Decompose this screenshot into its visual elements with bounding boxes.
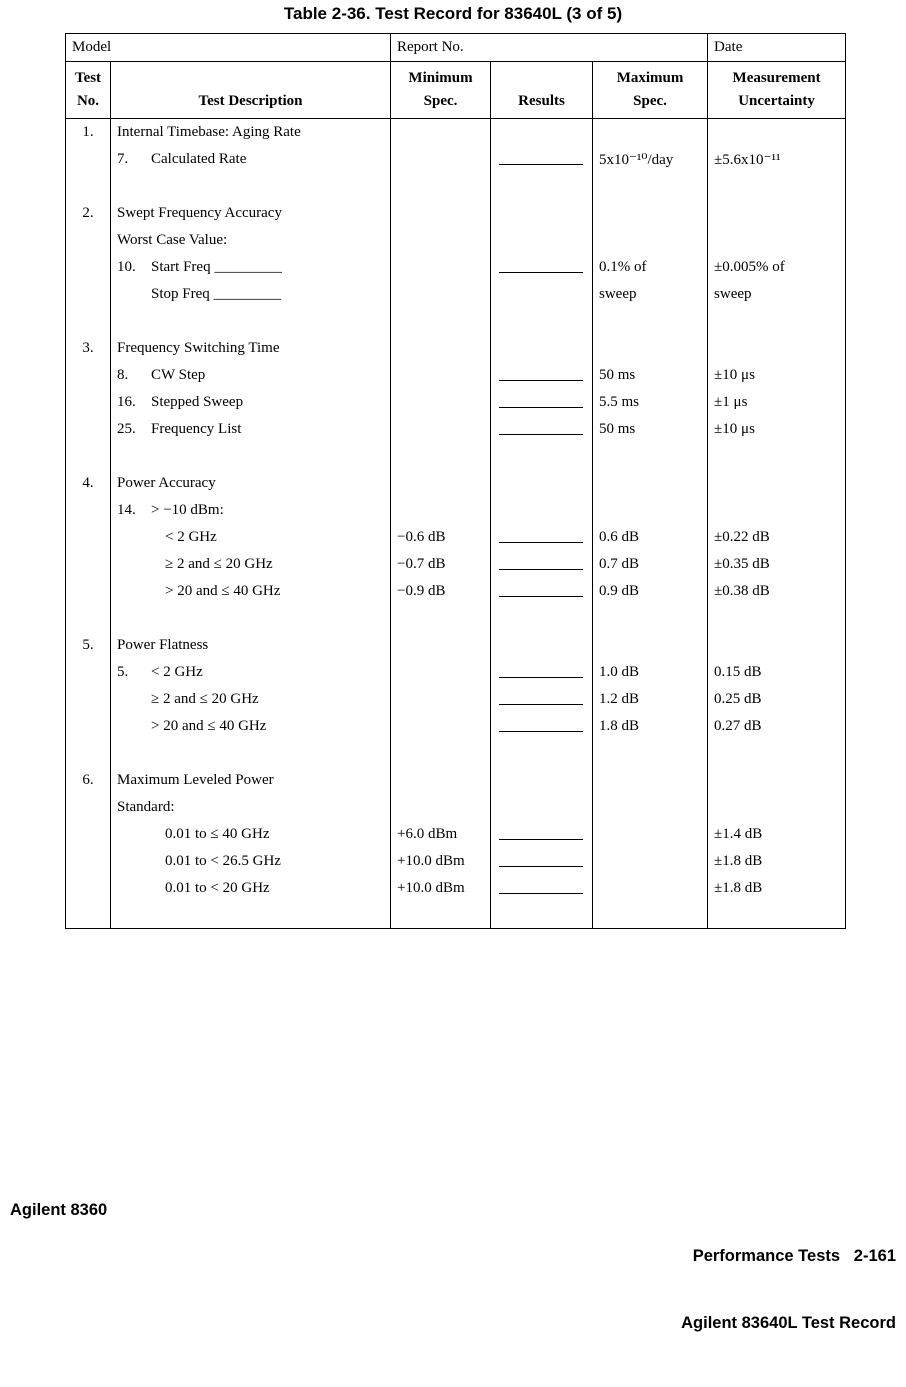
cell-min-spec — [391, 713, 491, 740]
cell-results — [491, 227, 593, 254]
cell-min-spec — [391, 902, 491, 929]
cell-test-no — [66, 227, 111, 254]
cell-results — [491, 443, 593, 470]
table-row — [66, 146, 846, 173]
cell-min-spec — [391, 659, 491, 686]
description-text: 0.01 to ≤ 40 GHz — [165, 825, 270, 842]
sub-number: 8. — [117, 366, 129, 383]
description-text: < 2 GHz — [151, 663, 203, 680]
cell-test-no: 1. — [82, 123, 94, 140]
cell-results — [491, 308, 593, 335]
cell-min-spec — [391, 119, 491, 146]
table-row — [66, 632, 846, 659]
cell-min-spec — [391, 389, 491, 416]
cell-description — [111, 902, 391, 929]
cell-uncertainty — [708, 308, 846, 335]
cell-test-no — [66, 497, 111, 524]
cell-max-spec — [593, 227, 708, 254]
cell-max-spec: 50 ms — [593, 416, 708, 443]
cell-min-spec — [391, 497, 491, 524]
cell-test-no — [66, 443, 111, 470]
description-text: Standard: — [117, 798, 175, 815]
cell-uncertainty: ±1.8 dB — [708, 875, 846, 902]
cell-test-no — [66, 146, 111, 173]
cell-uncertainty — [708, 119, 846, 146]
description-text: > −10 dBm: — [151, 501, 224, 518]
cell-min-spec — [391, 443, 491, 470]
cell-min-spec — [391, 416, 491, 443]
description-text: > 20 and ≤ 40 GHz — [151, 717, 267, 734]
header-minimum: Minimum — [408, 69, 473, 86]
cell-results — [491, 119, 593, 146]
cell-uncertainty: 0.15 dB — [708, 659, 846, 686]
info-row — [66, 34, 846, 62]
cell-min-spec — [391, 362, 491, 389]
col-header-test-no — [66, 62, 111, 119]
cell-description — [111, 146, 391, 173]
cell-results — [491, 632, 593, 659]
cell-results — [491, 740, 593, 767]
cell-test-no — [66, 254, 111, 281]
cell-min-spec — [391, 632, 491, 659]
cell-uncertainty — [708, 632, 846, 659]
cell-min-spec — [391, 767, 491, 794]
cell-test-no — [66, 821, 111, 848]
cell-description — [111, 416, 391, 443]
cell-results — [491, 281, 593, 308]
cell-min-spec — [391, 227, 491, 254]
cell-test-no: 4. — [82, 474, 94, 491]
table-body — [66, 119, 846, 929]
col-header-description — [111, 62, 391, 119]
cell-uncertainty — [708, 470, 846, 497]
cell-uncertainty — [708, 767, 846, 794]
description-text: Calculated Rate — [151, 150, 247, 167]
cell-max-spec: 5x10⁻¹⁰/day — [593, 146, 708, 173]
header-description: Test Description — [198, 93, 303, 109]
cell-description — [111, 389, 391, 416]
cell-uncertainty: 0.27 dB — [708, 713, 846, 740]
results-blank-line — [499, 148, 583, 165]
table-row — [66, 848, 846, 875]
table-row — [66, 227, 846, 254]
cell-max-spec — [593, 767, 708, 794]
cell-description — [111, 767, 391, 794]
cell-min-spec — [391, 794, 491, 821]
cell-max-spec — [593, 794, 708, 821]
cell-test-no — [66, 686, 111, 713]
cell-description — [111, 605, 391, 632]
table-row — [66, 524, 846, 551]
col-header-uncertainty — [708, 62, 846, 119]
cell-uncertainty — [708, 902, 846, 929]
cell-results — [491, 200, 593, 227]
cell-min-spec — [391, 740, 491, 767]
description-text: Swept Frequency Accuracy — [117, 204, 282, 221]
description-text: Maximum Leveled Power — [117, 771, 274, 788]
footer-right-line2: Agilent 83640L Test Record — [681, 1314, 896, 1333]
description-text: ≥ 2 and ≤ 20 GHz — [151, 690, 259, 707]
cell-uncertainty — [708, 740, 846, 767]
cell-results — [491, 605, 593, 632]
table-row — [66, 578, 846, 605]
sub-number: 14. — [117, 501, 136, 518]
cell-max-spec: 0.7 dB — [593, 551, 708, 578]
cell-min-spec — [391, 308, 491, 335]
cell-results — [491, 875, 593, 902]
table-row — [66, 821, 846, 848]
column-header-row — [66, 62, 846, 119]
cell-test-no — [66, 362, 111, 389]
cell-uncertainty — [708, 497, 846, 524]
cell-results — [491, 767, 593, 794]
cell-test-no — [66, 605, 111, 632]
cell-uncertainty: ±0.22 dB — [708, 524, 846, 551]
cell-min-spec — [391, 281, 491, 308]
header-uncertainty: Uncertainty — [738, 93, 815, 109]
cell-min-spec: −0.7 dB — [391, 551, 491, 578]
cell-results — [491, 902, 593, 929]
cell-max-spec — [593, 848, 708, 875]
page-title: Table 2-36. Test Record for 83640L (3 of 5) — [283, 4, 623, 23]
cell-description — [111, 524, 391, 551]
cell-results — [491, 173, 593, 200]
results-blank-line — [499, 418, 583, 435]
description-text: Power Flatness — [117, 636, 209, 653]
date-label: Date — [708, 34, 846, 62]
cell-test-no — [66, 659, 111, 686]
description-text: Start Freq _________ — [151, 258, 282, 275]
cell-max-spec: 0.1% of — [593, 254, 708, 281]
cell-min-spec — [391, 605, 491, 632]
cell-uncertainty: ±1 μs — [708, 389, 846, 416]
spacer-row — [66, 308, 846, 335]
cell-uncertainty — [708, 173, 846, 200]
cell-results — [491, 146, 593, 173]
cell-results — [491, 821, 593, 848]
cell-description — [111, 713, 391, 740]
cell-test-no — [66, 308, 111, 335]
cell-description — [111, 227, 391, 254]
cell-results — [491, 794, 593, 821]
header-measurement: Measurement — [732, 69, 821, 86]
test-record-table — [65, 33, 846, 929]
cell-max-spec — [593, 119, 708, 146]
table-row — [66, 200, 846, 227]
sub-number: 16. — [117, 393, 136, 410]
cell-max-spec: 1.8 dB — [593, 713, 708, 740]
cell-min-spec — [391, 470, 491, 497]
footer-right-line1: Performance Tests 2-161 — [692, 1247, 896, 1266]
cell-test-no — [66, 173, 111, 200]
results-blank-line — [499, 526, 583, 543]
header-max-spec: Spec. — [633, 93, 667, 109]
cell-min-spec — [391, 686, 491, 713]
cell-max-spec: 1.2 dB — [593, 686, 708, 713]
cell-description — [111, 632, 391, 659]
spacer-row — [66, 173, 846, 200]
table-row — [66, 281, 846, 308]
cell-uncertainty — [708, 605, 846, 632]
cell-results — [491, 254, 593, 281]
header-test: Test — [74, 69, 102, 86]
results-blank-line — [499, 580, 583, 597]
cell-description — [111, 254, 391, 281]
description-text: Stepped Sweep — [151, 393, 244, 410]
cell-max-spec — [593, 605, 708, 632]
description-text: < 2 GHz — [165, 528, 217, 545]
description-text: CW Step — [151, 366, 206, 383]
col-header-results — [491, 62, 593, 119]
results-blank-line — [499, 553, 583, 570]
table-row — [66, 254, 846, 281]
results-blank-line — [499, 715, 583, 732]
results-blank-line — [499, 661, 583, 678]
cell-results — [491, 713, 593, 740]
cell-description — [111, 281, 391, 308]
cell-max-spec — [593, 173, 708, 200]
cell-test-no — [66, 794, 111, 821]
cell-uncertainty: ±0.005% of — [708, 254, 846, 281]
cell-max-spec: 5.5 ms — [593, 389, 708, 416]
cell-min-spec: −0.9 dB — [391, 578, 491, 605]
cell-test-no — [66, 902, 111, 929]
cell-results — [491, 578, 593, 605]
cell-max-spec — [593, 200, 708, 227]
cell-description — [111, 443, 391, 470]
cell-results — [491, 470, 593, 497]
cell-description — [111, 686, 391, 713]
sub-number: 10. — [117, 258, 136, 275]
table-row — [66, 551, 846, 578]
table-row — [66, 416, 846, 443]
description-text: ≥ 2 and ≤ 20 GHz — [165, 555, 273, 572]
cell-test-no — [66, 740, 111, 767]
cell-results — [491, 848, 593, 875]
results-blank-line — [499, 877, 583, 894]
results-blank-line — [499, 688, 583, 705]
table-row — [66, 362, 846, 389]
cell-min-spec: −0.6 dB — [391, 524, 491, 551]
cell-uncertainty — [708, 794, 846, 821]
cell-description — [111, 308, 391, 335]
spacer-row — [66, 740, 846, 767]
cell-max-spec: 0.9 dB — [593, 578, 708, 605]
cell-results — [491, 389, 593, 416]
cell-description — [111, 497, 391, 524]
cell-description — [111, 848, 391, 875]
table-row — [66, 875, 846, 902]
report-no-label: Report No. — [391, 34, 708, 62]
description-text: Frequency Switching Time — [117, 339, 280, 356]
description-text: Worst Case Value: — [117, 231, 228, 248]
cell-min-spec — [391, 173, 491, 200]
cell-test-no: 3. — [82, 339, 94, 356]
cell-min-spec: +10.0 dBm — [391, 848, 491, 875]
description-text: Internal Timebase: Aging Rate — [117, 123, 301, 140]
cell-uncertainty: 0.25 dB — [708, 686, 846, 713]
cell-description — [111, 119, 391, 146]
cell-max-spec — [593, 740, 708, 767]
cell-max-spec — [593, 821, 708, 848]
table-row — [66, 497, 846, 524]
cell-max-spec — [593, 632, 708, 659]
sub-number: 25. — [117, 420, 136, 437]
cell-description — [111, 794, 391, 821]
description-text: Stop Freq _________ — [151, 285, 282, 302]
cell-description — [111, 470, 391, 497]
cell-description — [111, 875, 391, 902]
cell-max-spec: 0.6 dB — [593, 524, 708, 551]
table-row — [66, 659, 846, 686]
cell-test-no — [66, 416, 111, 443]
table-row — [66, 335, 846, 362]
cell-description — [111, 335, 391, 362]
cell-test-no — [66, 875, 111, 902]
header-no: No. — [76, 93, 100, 109]
results-blank-line — [499, 391, 583, 408]
cell-results — [491, 551, 593, 578]
footer-right — [681, 1201, 896, 1379]
cell-test-no — [66, 281, 111, 308]
description-text: Power Accuracy — [117, 474, 216, 491]
cell-uncertainty — [708, 227, 846, 254]
cell-results — [491, 416, 593, 443]
cell-uncertainty: ±10 μs — [708, 416, 846, 443]
cell-max-spec — [593, 470, 708, 497]
table-row — [66, 686, 846, 713]
cell-test-no — [66, 713, 111, 740]
cell-uncertainty: ±1.4 dB — [708, 821, 846, 848]
results-blank-line — [499, 823, 583, 840]
cell-min-spec — [391, 200, 491, 227]
cell-results — [491, 335, 593, 362]
cell-max-spec: sweep — [593, 281, 708, 308]
description-text: > 20 and ≤ 40 GHz — [165, 582, 281, 599]
cell-min-spec — [391, 335, 491, 362]
cell-results — [491, 524, 593, 551]
sub-number: 5. — [117, 663, 129, 680]
cell-results — [491, 362, 593, 389]
cell-min-spec — [391, 254, 491, 281]
cell-description — [111, 200, 391, 227]
table-row — [66, 470, 846, 497]
cell-uncertainty: ±10 μs — [708, 362, 846, 389]
cell-uncertainty: ±0.38 dB — [708, 578, 846, 605]
header-maximum: Maximum — [616, 69, 684, 86]
cell-uncertainty: ±5.6x10⁻¹¹ — [708, 146, 846, 173]
table-row — [66, 794, 846, 821]
cell-test-no — [66, 578, 111, 605]
cell-description — [111, 551, 391, 578]
results-blank-line — [499, 256, 583, 273]
col-header-min-spec — [391, 62, 491, 119]
cell-description — [111, 659, 391, 686]
header-min-spec: Spec. — [423, 93, 458, 109]
results-blank-line — [499, 364, 583, 381]
cell-description — [111, 362, 391, 389]
cell-uncertainty: ±1.8 dB — [708, 848, 846, 875]
cell-max-spec — [593, 902, 708, 929]
cell-test-no — [66, 848, 111, 875]
table-row — [66, 389, 846, 416]
model-label: Model — [66, 34, 391, 62]
cell-description — [111, 740, 391, 767]
results-blank-line — [499, 850, 583, 867]
description-text: Frequency List — [151, 420, 242, 437]
col-header-max-spec — [593, 62, 708, 119]
header-results: Results — [518, 93, 565, 109]
cell-results — [491, 497, 593, 524]
cell-description — [111, 578, 391, 605]
table-row — [66, 119, 846, 146]
cell-uncertainty — [708, 335, 846, 362]
cell-max-spec: 1.0 dB — [593, 659, 708, 686]
spacer-row — [66, 443, 846, 470]
description-text: 0.01 to < 20 GHz — [165, 879, 270, 896]
cell-test-no — [66, 551, 111, 578]
cell-max-spec — [593, 497, 708, 524]
cell-test-no — [66, 524, 111, 551]
cell-results — [491, 659, 593, 686]
cell-test-no: 2. — [82, 204, 94, 221]
cell-test-no: 5. — [82, 636, 94, 653]
cell-max-spec: 50 ms — [593, 362, 708, 389]
spacer-row — [66, 605, 846, 632]
table-row — [66, 767, 846, 794]
table-row — [66, 713, 846, 740]
cell-min-spec — [391, 146, 491, 173]
cell-min-spec: +6.0 dBm — [391, 821, 491, 848]
description-text: 0.01 to < 26.5 GHz — [165, 852, 281, 869]
cell-uncertainty — [708, 200, 846, 227]
cell-max-spec — [593, 335, 708, 362]
cell-max-spec — [593, 875, 708, 902]
sub-number: 7. — [117, 150, 129, 167]
cell-results — [491, 686, 593, 713]
cell-max-spec — [593, 308, 708, 335]
cell-test-no: 6. — [82, 771, 94, 788]
cell-min-spec: +10.0 dBm — [391, 875, 491, 902]
cell-max-spec — [593, 443, 708, 470]
cell-description — [111, 173, 391, 200]
cell-uncertainty — [708, 443, 846, 470]
footer-left: Agilent 8360 — [10, 1200, 108, 1219]
spacer-row — [66, 902, 846, 929]
cell-uncertainty: ±0.35 dB — [708, 551, 846, 578]
cell-uncertainty: sweep — [708, 281, 846, 308]
cell-description — [111, 821, 391, 848]
page-footer — [10, 1201, 896, 1379]
cell-test-no — [66, 389, 111, 416]
